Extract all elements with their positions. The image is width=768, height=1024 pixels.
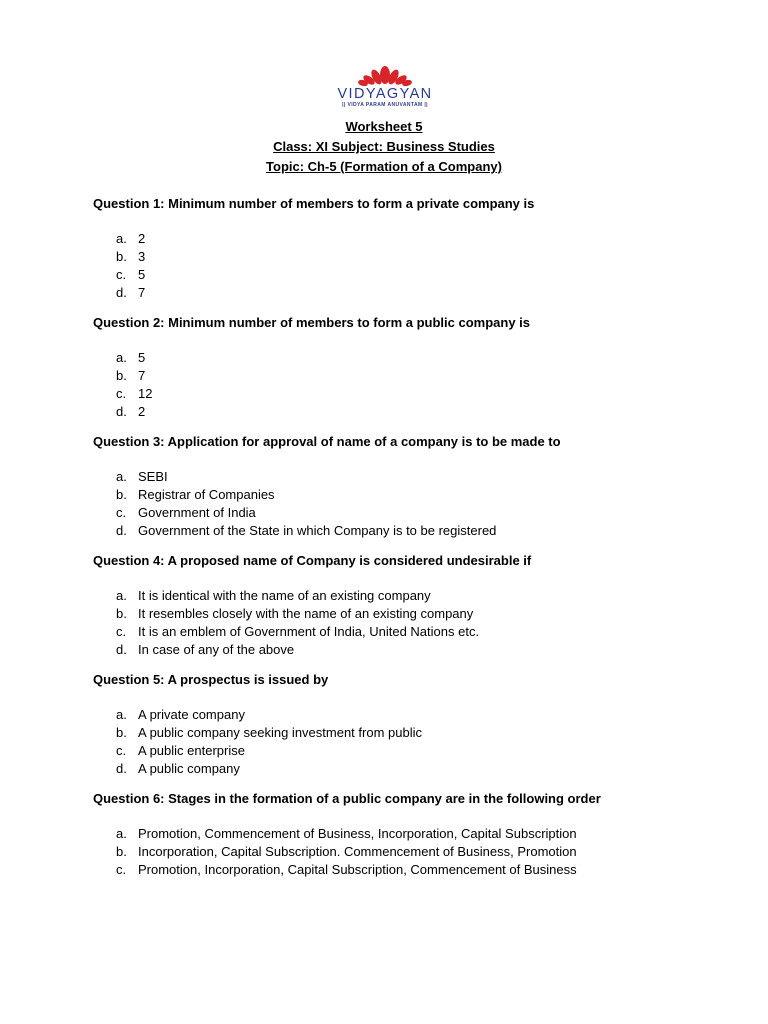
option-text: 3	[138, 249, 146, 264]
option-text: A public company	[138, 761, 240, 776]
option	[93, 623, 733, 641]
option-letter: d.	[116, 285, 127, 300]
option-text: 7	[138, 285, 146, 300]
option	[93, 248, 733, 266]
option	[93, 266, 733, 284]
option	[93, 403, 733, 421]
option-text: Government of India	[138, 505, 256, 520]
question-list	[93, 195, 733, 891]
option-letter: a.	[116, 707, 127, 722]
worksheet-header	[0, 117, 768, 177]
option	[93, 284, 733, 302]
option	[93, 742, 733, 760]
option-letter: c.	[116, 267, 127, 282]
option-letter: d.	[116, 761, 127, 776]
options-list	[93, 468, 733, 540]
question-text: Question 4: A proposed name of Company is considered undesirable if	[93, 553, 532, 568]
option-text: It is an emblem of Government of India, United Nations etc.	[138, 624, 480, 639]
options-list	[93, 825, 733, 879]
topic: Topic: Ch-5 (Formation of a Company)	[266, 159, 502, 174]
question-text: Question 1: Minimum number of members to form a private company is	[93, 196, 535, 211]
option	[93, 504, 733, 522]
option	[93, 605, 733, 623]
option-letter: b.	[116, 606, 127, 621]
option-letter: b.	[116, 844, 127, 859]
option	[93, 861, 733, 879]
option-letter: b.	[116, 249, 127, 264]
question-3	[93, 433, 733, 540]
option	[93, 587, 733, 605]
question-2	[93, 314, 733, 421]
option	[93, 349, 733, 367]
option-text: Promotion, Incorporation, Capital Subscription, Commencement of Business	[138, 862, 577, 877]
question-4	[93, 552, 733, 659]
option	[93, 468, 733, 486]
question-1	[93, 195, 733, 302]
option-letter: c.	[116, 505, 127, 520]
option-text: 5	[138, 267, 146, 282]
option-letter: d.	[116, 404, 127, 419]
logo-tagline: || VIDYA PARAM ANUVANTAM ||	[342, 102, 428, 108]
option-letter: d.	[116, 642, 127, 657]
worksheet-title: Worksheet 5	[345, 119, 423, 134]
option-letter: a.	[116, 469, 127, 484]
option	[93, 522, 733, 540]
option-letter: a.	[116, 826, 127, 841]
options-list	[93, 349, 733, 421]
option-text: It is identical with the name of an existing company	[138, 588, 431, 603]
question-5	[93, 671, 733, 778]
options-list	[93, 587, 733, 659]
option-text: 12	[138, 386, 153, 401]
option-letter: b.	[116, 487, 127, 502]
option-letter: a.	[116, 588, 127, 603]
option-letter: b.	[116, 725, 127, 740]
option	[93, 486, 733, 504]
option-text: 7	[138, 368, 146, 383]
option-letter: a.	[116, 350, 127, 365]
option-text: 2	[138, 231, 146, 246]
vidyagyan-logo	[318, 66, 452, 112]
logo-name: VIDYAGYAN	[337, 86, 433, 102]
option-text: In case of any of the above	[138, 642, 295, 657]
option-text: It resembles closely with the name of an existing company	[138, 606, 474, 621]
class-subject: Class: XI Subject: Business Studies	[273, 139, 495, 154]
options-list	[93, 230, 733, 302]
option-text: Incorporation, Capital Subscription. Commencement of Business, Promotion	[138, 844, 577, 859]
option-text: 2	[138, 404, 146, 419]
question-text: Question 3: Application for approval of name of a company is to be made to	[93, 434, 561, 449]
option	[93, 825, 733, 843]
options-list	[93, 706, 733, 778]
question-6	[93, 790, 733, 879]
option-text: SEBI	[138, 469, 168, 484]
option-text: A public enterprise	[138, 743, 245, 758]
option	[93, 843, 733, 861]
option	[93, 230, 733, 248]
option	[93, 367, 733, 385]
option-letter: c.	[116, 386, 127, 401]
option-letter: b.	[116, 368, 127, 383]
option-letter: d.	[116, 523, 127, 538]
option	[93, 724, 733, 742]
option-letter: a.	[116, 231, 127, 246]
option-text: Government of the State in which Company is to be registered	[138, 523, 497, 538]
question-text: Question 6: Stages in the formation of a public company are in the following order	[93, 791, 601, 806]
option-text: A public company seeking investment from public	[138, 725, 422, 740]
question-text: Question 2: Minimum number of members to form a public company is	[93, 315, 531, 330]
option	[93, 706, 733, 724]
option-text: A private company	[138, 707, 245, 722]
option-text: Promotion, Commencement of Business, Incorporation, Capital Subscription	[138, 826, 577, 841]
option-letter: c.	[116, 862, 127, 877]
option-text: Registrar of Companies	[138, 487, 275, 502]
option	[93, 385, 733, 403]
question-text: Question 5: A prospectus is issued by	[93, 672, 329, 687]
lotus-icon	[318, 66, 452, 86]
option-letter: c.	[116, 624, 127, 639]
option	[93, 641, 733, 659]
option-text: 5	[138, 350, 146, 365]
option-letter: c.	[116, 743, 127, 758]
option	[93, 760, 733, 778]
